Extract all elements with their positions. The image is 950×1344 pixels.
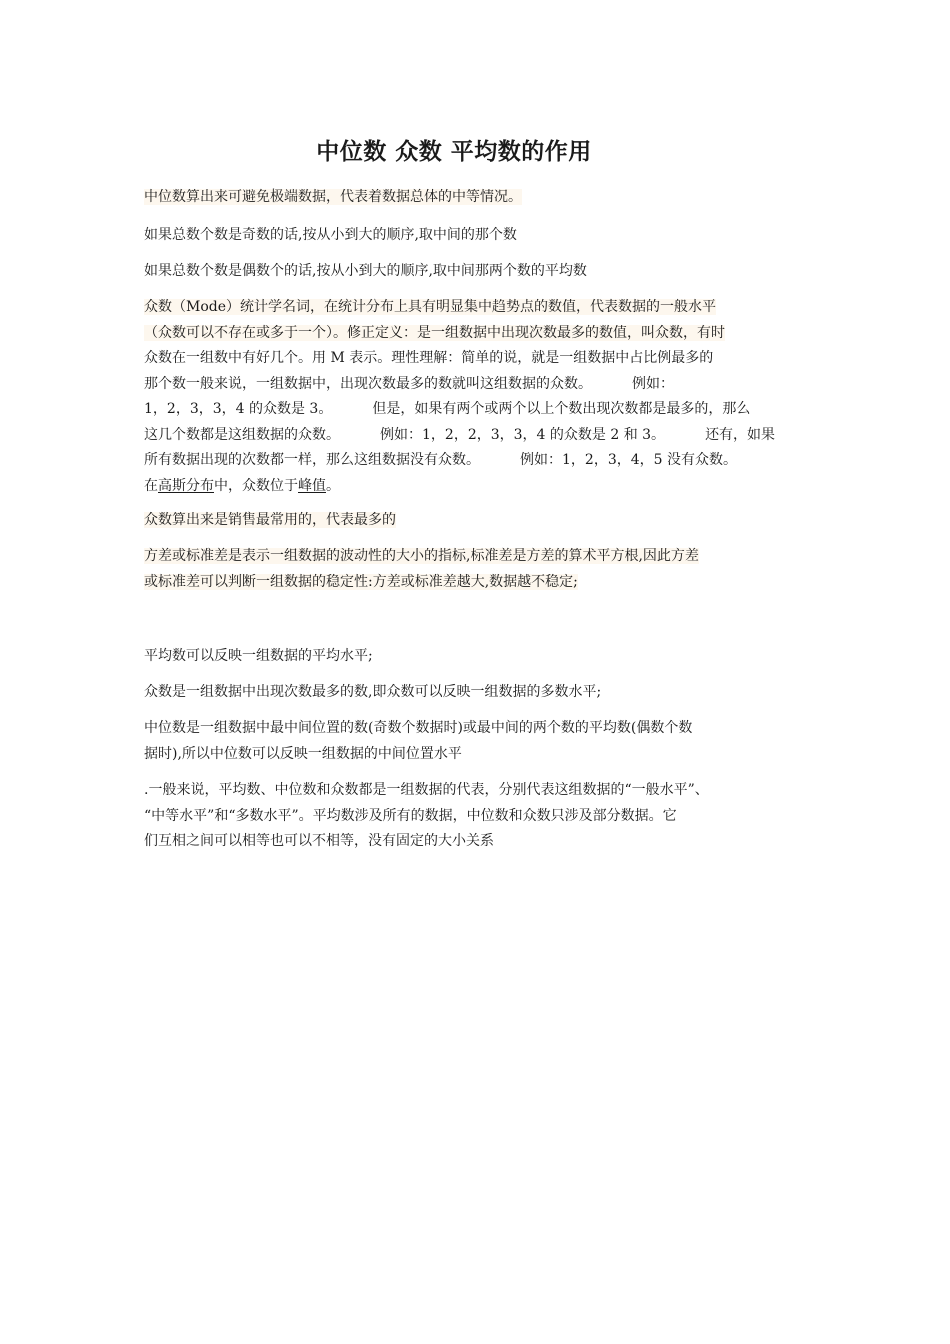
paragraph-line: 据时),所以中位数可以反映一组数据的中间位置水平 (144, 745, 462, 762)
paragraph-line: 例如：1，2，3，4，5 没有众数。 (520, 452, 737, 468)
paragraph-median-level (144, 716, 812, 767)
paragraph-odd-count (144, 223, 812, 249)
paragraph-line: 所有数据出现的次数都一样，那么这组数据没有众数。 (144, 452, 480, 468)
paragraph-line: 中，众数位于 (214, 477, 298, 494)
paragraph-text: 中位数算出来可避免极端数据，代表着数据总体的中等情况。 (144, 189, 522, 205)
paragraph-line: “中等水平”和“多数水平”。平均数涉及所有的数据，中位数和众数只涉及部分数据。它 (144, 807, 677, 824)
paragraph-line: 例如：1，2，2，3，3，4 的众数是 2 和 3。 (380, 426, 666, 443)
paragraph-line: 这几个数都是这组数据的众数。 (144, 426, 340, 443)
paragraph-line: .一般来说，平均数、中位数和众数都是一组数据的代表，分别代表这组数据的“一般水平”、 (144, 782, 709, 798)
paragraph-line: （众数可以不存在或多于一个）。修正定义：是一组数据中出现次数最多的数值，叫众数，有时 (144, 324, 725, 341)
paragraph-text: 众数算出来是销售最常用的，代表最多的 (144, 512, 396, 528)
paragraph-text: 如果总数个数是奇数的话,按从小到大的顺序,取中间的那个数 (144, 227, 517, 243)
paragraph-line: 但是，如果有两个或两个以上个数出现次数都是最多的，那么 (372, 401, 751, 417)
paragraph-text: 众数是一组数据中出现次数最多的数,即众数可以反映一组数据的多数水平; (144, 684, 602, 700)
paragraph-text: 平均数可以反映一组数据的平均水平; (144, 648, 373, 664)
paragraph-line: 们互相之间可以相等也可以不相等，没有固定的大小关系 (144, 833, 494, 849)
paragraph-line: 。 (326, 477, 340, 494)
gaussian-distribution-link[interactable]: 高斯分布 (158, 477, 214, 494)
paragraph-line: 1，2，3，3，4 的众数是 3。 (144, 401, 333, 417)
paragraph-summary (144, 778, 812, 855)
paragraph-mean (144, 644, 812, 670)
paragraph-median-intro (144, 185, 812, 211)
paragraph-even-count (144, 259, 812, 285)
paragraph-line: 那个数一般来说，一组数据中，出现次数最多的数就叫这组数据的众数。 (144, 375, 592, 392)
paragraph-variance (144, 544, 812, 595)
paragraph-line: 众数（Mode）统计学名词，在统计分布上具有明显集中趋势点的数值，代表数据的一般水平 (144, 299, 717, 315)
paragraph-line: 方差或标准差是表示一组数据的波动性的大小的指标,标准差是方差的算术平方根,因此方差 (144, 548, 699, 564)
paragraph-mode-level (144, 680, 812, 706)
document-title: 中位数 众数 平均数的作用 (316, 139, 592, 165)
peak-value-link[interactable]: 峰值 (298, 477, 326, 494)
paragraph-line: 例如： (632, 375, 674, 392)
paragraph-text: 如果总数个数是偶数个的话,按从小到大的顺序,取中间那两个数的平均数 (144, 263, 587, 279)
paragraph-mode-definition (144, 295, 812, 499)
paragraph-line: 中位数是一组数据中最中间位置的数(奇数个数据时)或最中间的两个数的平均数(偶数个数 (144, 720, 693, 736)
paragraph-line: 还有，如果 (705, 426, 776, 443)
paragraph-line: 在 (144, 477, 158, 494)
paragraph-line: 或标准差可以判断一组数据的稳定性:方差或标准差越大,数据越不稳定; (144, 573, 578, 590)
paragraph-line: 众数在一组数中有好几个。用 M 表示。理性理解：简单的说，就是一组数据中占比例最多的 (144, 350, 714, 366)
paragraph-mode-usage (144, 508, 812, 534)
